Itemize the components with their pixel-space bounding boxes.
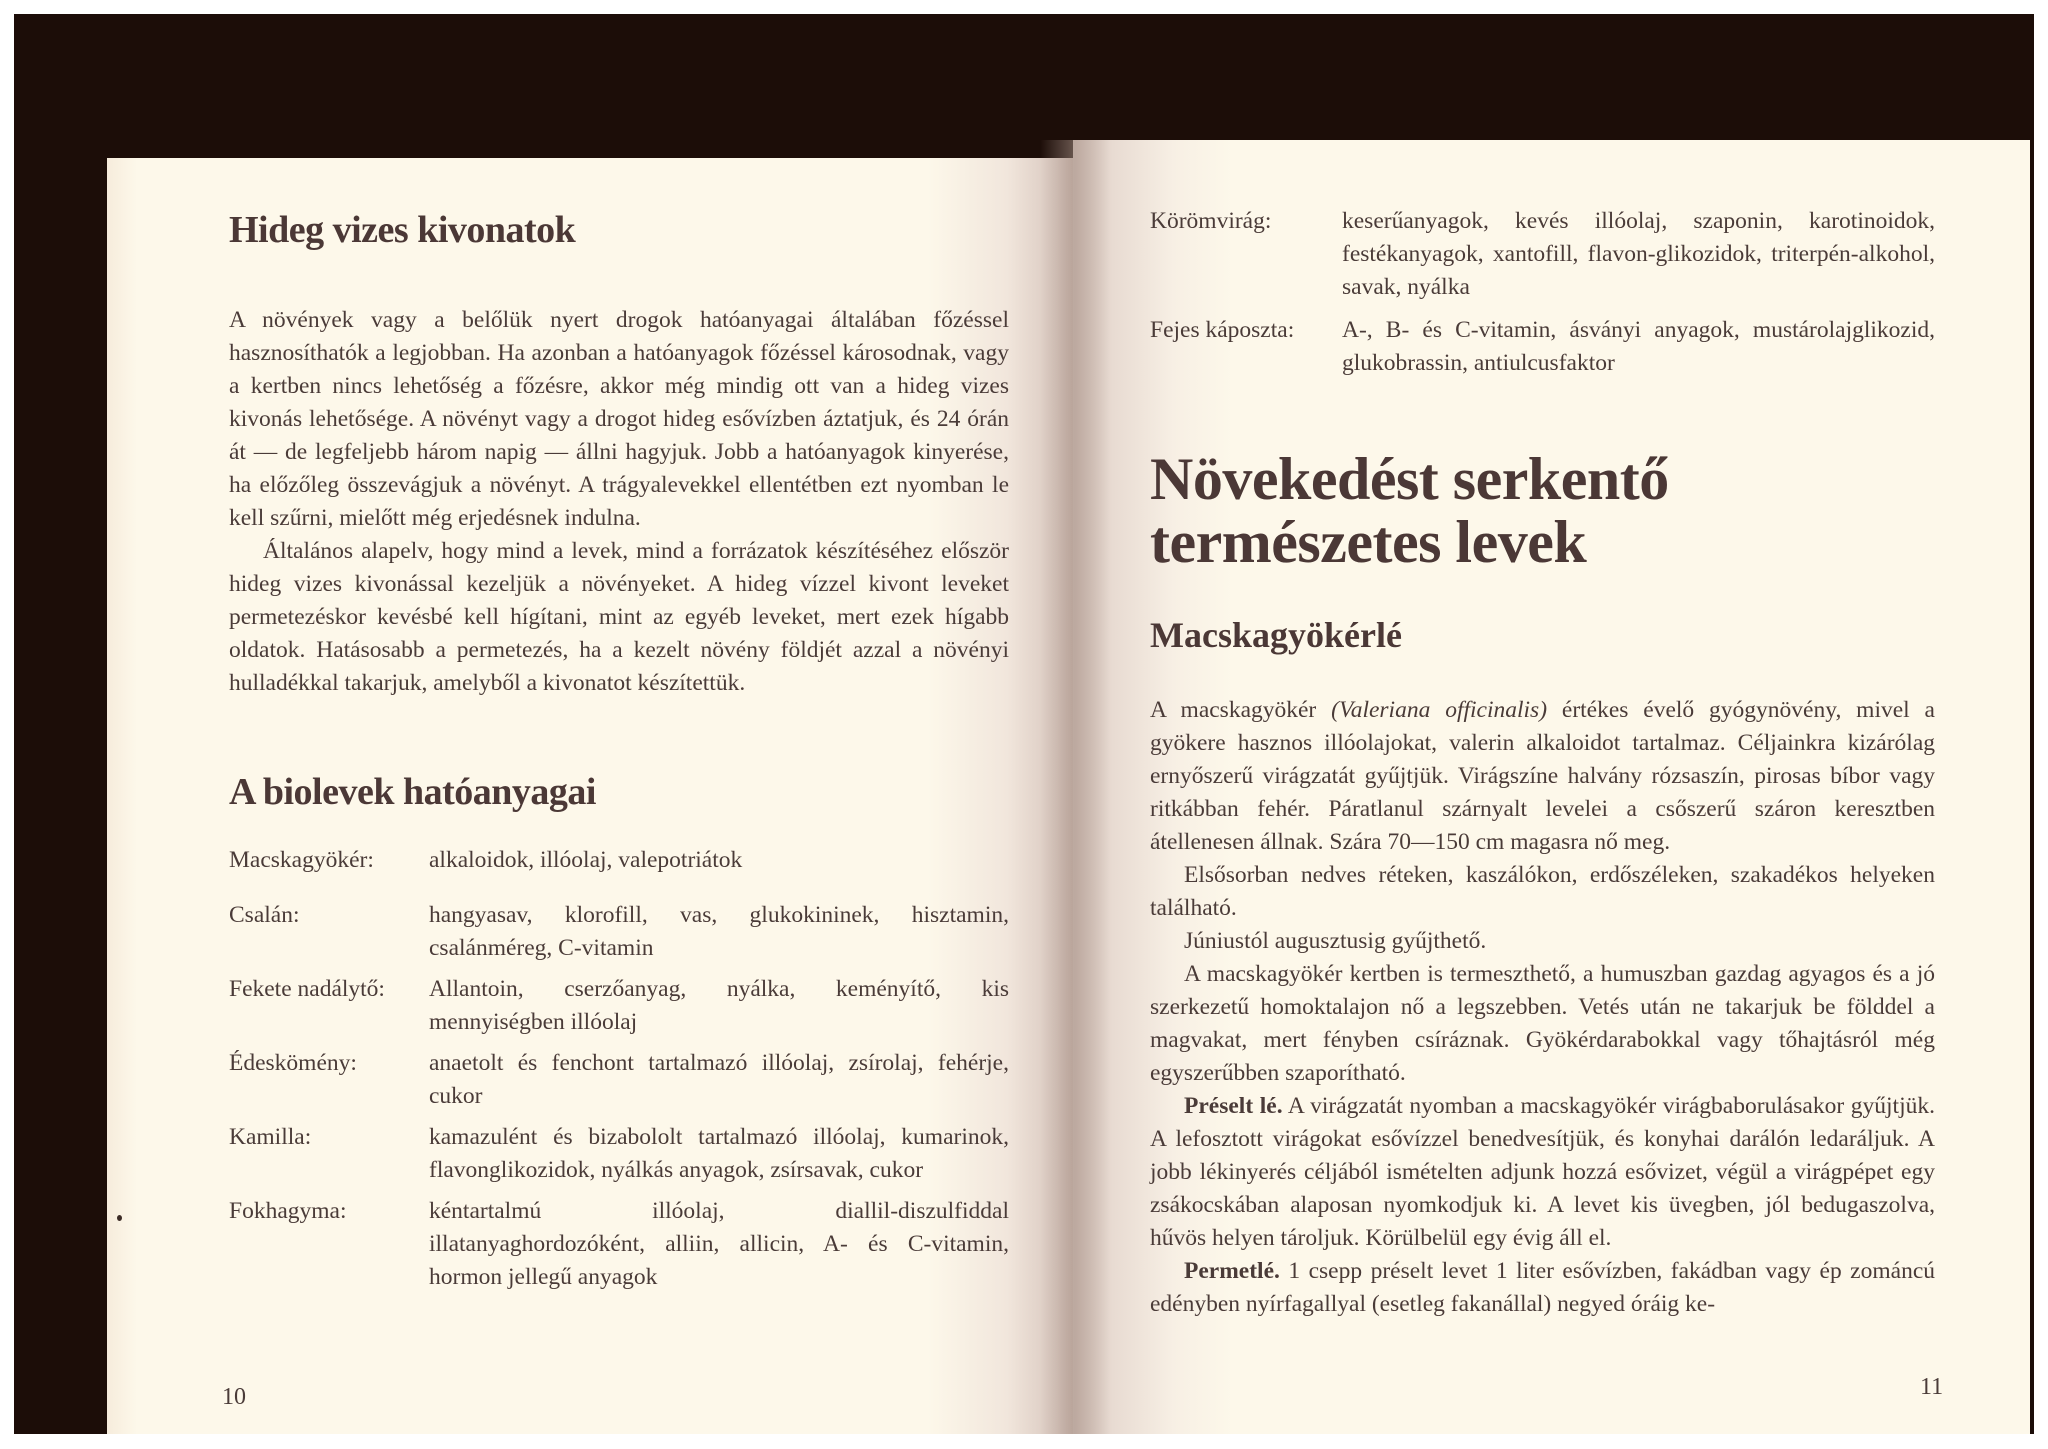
plant-ingredients: keserűanyagok, kevés illóolaj, szaponin, karotinoidok, festékanyagok, xantofill, flavon-glikozidok, triterpén-alkohol, savak, nyálka xyxy=(1342,208,1935,300)
ingredient-entry xyxy=(1150,205,1935,304)
book-gutter xyxy=(1040,140,1110,1434)
ingredients-list xyxy=(229,844,1009,1294)
ingredient-entry xyxy=(1150,314,1935,380)
latin-name: (Valeriana officinalis) xyxy=(1331,697,1548,723)
plant-ingredients: kamazulént és bizabololt tartalmazó illóolaj, kumarinok, flavonglikozidok, nyálkás anyagok, zsírsavak, cukor xyxy=(429,1123,1009,1183)
ingredient-entry xyxy=(229,1121,1009,1187)
paragraph: Általános alapelv, hogy mind a levek, mind a forrázatok készítéséhez először hideg vizes kivonással kezeljük a növényeket. A hideg vízzel kivont leveket permetezéskor kevésbé kell hígítani, mint az egyéb leveket, mert ezek hígabb oldatok. Hatásosabb a permetezés, ha a kezelt növény földjét azzal a növényi hulladékkal takarjuk, amelyből a kivonatot készítettük. xyxy=(229,537,1009,696)
plant-ingredients: kéntartalmú illóolaj, diallil-diszulfiddal illatanyaghordozóként, alliin, allicin, A- és C-vitamin, hormon jellegű anyagok xyxy=(429,1197,1009,1290)
paragraph: A növények vagy a belőlük nyert drogok hatóanyagai általában főzéssel hasznosíthatók a legjobban. Ha azonban a hatóanyagok főzéssel károsodnak, vagy a kertben nincs lehetőség a főzésre, akkor még mindig ott van a hideg vizes kivonás lehetősége. A növényt vagy a drogot hideg esővízben áztatjuk, és 24 órán át — de legfeljebb három napig — állni hagyjuk. Jobb a hatóanyagok kinyerése, ha előzőleg összevágjuk a növényt. A trágyalevekkel ellentétben ezt nyomban le kell szűrni, mielőtt még erjedésnek indulna. xyxy=(229,306,1009,531)
pressed-juice-paragraph xyxy=(1150,1090,1935,1255)
ingredient-entry xyxy=(229,1195,1009,1294)
plant-ingredients: A-, B- és C-vitamin, ásványi anyagok, mustárolajglikozid, glukobrassin, antiulcusfaktor xyxy=(1342,317,1935,376)
subsection-title: Macskagyökérlé xyxy=(1150,615,1402,655)
plant-ingredients: Allantoin, cserzőanyag, nyálka, keményítő, kis mennyiségben illóolaj xyxy=(429,975,1009,1035)
paragraph: A macskagyökér kertben is termeszthető, a humuszban gazdag agyagos és a jó szerkezetű homoktalajon nő a legszebben. Vetés után ne takarjuk be földdel a magvakat, mert fényben csíráznak. Gyökérdarabokkal vagy tőhajtásról még egyszerűbben szaporítható. xyxy=(1150,961,1935,1086)
spray-text: 1 csepp préselt levet 1 liter esővízben, fakádban vagy ép zománcú edényben nyírfagallyal (esetleg fakanállal) negyed óráig ke- xyxy=(1150,1258,1935,1317)
plant-name: Körömvirág: xyxy=(1150,208,1272,234)
chapter-title xyxy=(1150,448,1935,574)
ingredient-entry xyxy=(229,1047,1009,1113)
ingredient-entry xyxy=(229,844,1009,877)
right-page-content xyxy=(1150,205,1935,1321)
plant-ingredients: alkaloidok, illóolaj, valepotriátok xyxy=(429,846,743,873)
ingredient-entry xyxy=(229,973,1009,1039)
spray-lead: Permetlé. xyxy=(1184,1258,1280,1284)
intro-text-rest: értékes évelő gyógynövény, mivel a gyökere hasznos illóolajokat, valerin alkaloidot tartalmaz. Céljainkra kizárólag ernyőszerű virágzatát gyűjtjük. Virágszíne halvány rózsaszín, pirosas bíbor vagy ritkábban fehér. Páratlanul szárnyalt levelei a csőszerű száron keresztben átellenesen állnak. Szára 70—150 cm magasra nő meg. xyxy=(1150,697,1935,855)
ingredient-entry xyxy=(229,899,1009,965)
plant-name: Fekete nadálytő: xyxy=(229,975,385,1002)
chapter-title-line-2: természetes levek xyxy=(1150,509,1587,575)
pressed-juice-lead: Préselt lé. xyxy=(1184,1093,1283,1119)
plant-name: Kamilla: xyxy=(229,1123,312,1150)
paragraph: Júniustól augusztusig gyűjthető. xyxy=(1184,928,1487,954)
page-number-left: 10 xyxy=(222,1384,246,1410)
plant-name: Fokhagyma: xyxy=(229,1197,347,1224)
print-speck xyxy=(117,1215,122,1221)
page-number-right: 11 xyxy=(1920,1374,1944,1400)
section-title-cold-extracts: Hideg vizes kivonatok xyxy=(229,209,576,251)
ingredients-list-continued xyxy=(1150,205,1935,380)
intro-text-start: A macskagyökér xyxy=(1150,697,1332,723)
plant-name: Fejes káposzta: xyxy=(1150,317,1295,343)
spray-paragraph xyxy=(1150,1255,1935,1321)
plant-name: Csalán: xyxy=(229,901,300,928)
intro-paragraph xyxy=(1150,694,1935,859)
plant-name: Édeskömény: xyxy=(229,1049,357,1076)
plant-name: Macskagyökér: xyxy=(229,846,374,873)
plant-ingredients: anaetolt és fenchont tartalmazó illóolaj, zsírolaj, fehérje, cukor xyxy=(429,1049,1009,1109)
plant-ingredients: hangyasav, klorofill, vas, glukokininek, hisztamin, csalánméreg, C-vitamin xyxy=(429,901,1009,961)
left-page-content xyxy=(229,210,1009,1294)
pressed-juice-text: A virágzatát nyomban a macskagyökér virágbaborulásakor gyűjtjük. A lefosztott virágokat esővízzel benedvesítjük, és konyhai darálón ledaráljuk. A jobb lékinyerés céljából ismételten adjunk hozzá esővizet, végül a virágpépet egy zsákocskában alaposan nyomkodjuk ki. A levet kis üvegben, jól bedugaszolva, hűvös helyen tároljuk. Körülbelül egy évig áll el. xyxy=(1150,1093,1935,1251)
chapter-title-line-1: Növekedést serkentő xyxy=(1150,446,1669,512)
paragraph: Elsősorban nedves réteken, kaszálókon, erdőszéleken, szakadékos helyeken található. xyxy=(1150,862,1935,921)
section-title-active-ingredients: A biolevek hatóanyagai xyxy=(229,770,596,813)
